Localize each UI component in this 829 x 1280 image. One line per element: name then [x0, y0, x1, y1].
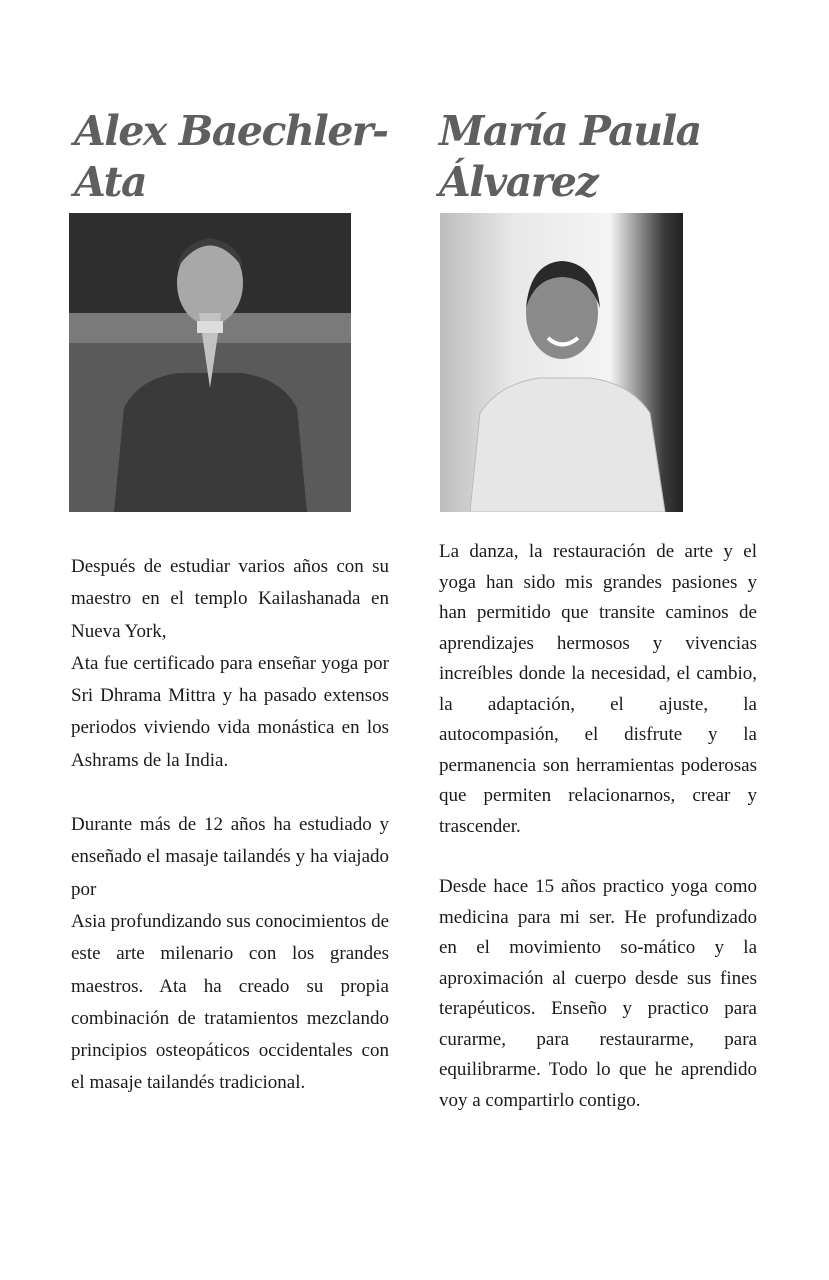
bio-paragraph: Asia profundizando sus conocimientos de este arte milenario con los grandes maestros. Ata ha creado su propia combinación de tratamientos mezclando principios osteopáticos occidentales con el masaje tailandés tradicional. [71, 910, 389, 1094]
photo-alex [69, 213, 351, 512]
bio-paragraph: Durante más de 12 años ha estudiado y enseñado el masaje tailandés y ha viajado por [71, 814, 389, 900]
bio-paragraph: Ata fue certificado para enseñar yoga por Sri Dhrama Mittra y ha pasado extensos periodos viviendo vida monástica en los Ashrams de la India. [71, 652, 389, 771]
teacher-name-alex: Alex Baechler-Ata [74, 107, 388, 206]
teacher-name-maria: María Paula Álvarez [439, 107, 701, 206]
bio-paragraph: Después de estudiar varios años con su maestro en el templo Kailashanada en Nueva York, [71, 556, 389, 642]
photo-maria [440, 213, 683, 512]
bio-paragraph: Desde hace 15 años practico yoga como medicina para mi ser. He profundizado en el movimiento so-mático y la aproximación al cuerpo desde sus fines terapéuticos. Enseño y practico para curarme, para restaurarme, para equilibrarme. Todo lo que he aprendido voy a compartirlo contigo. [439, 876, 757, 1111]
bio-alex [71, 551, 389, 1100]
bio-paragraph: La danza, la restauración de arte y el yoga han sido mis grandes pasiones y han permitido que transite caminos de aprendizajes hermosos y vivencias increíbles donde la necesidad, el cambio, la adaptación, el ajuste, la autocompasión, el disfrute y la permanencia son herramientas poderosas que permiten relacionarnos, crear y trascender. [439, 541, 757, 837]
bio-maria [439, 537, 757, 1116]
